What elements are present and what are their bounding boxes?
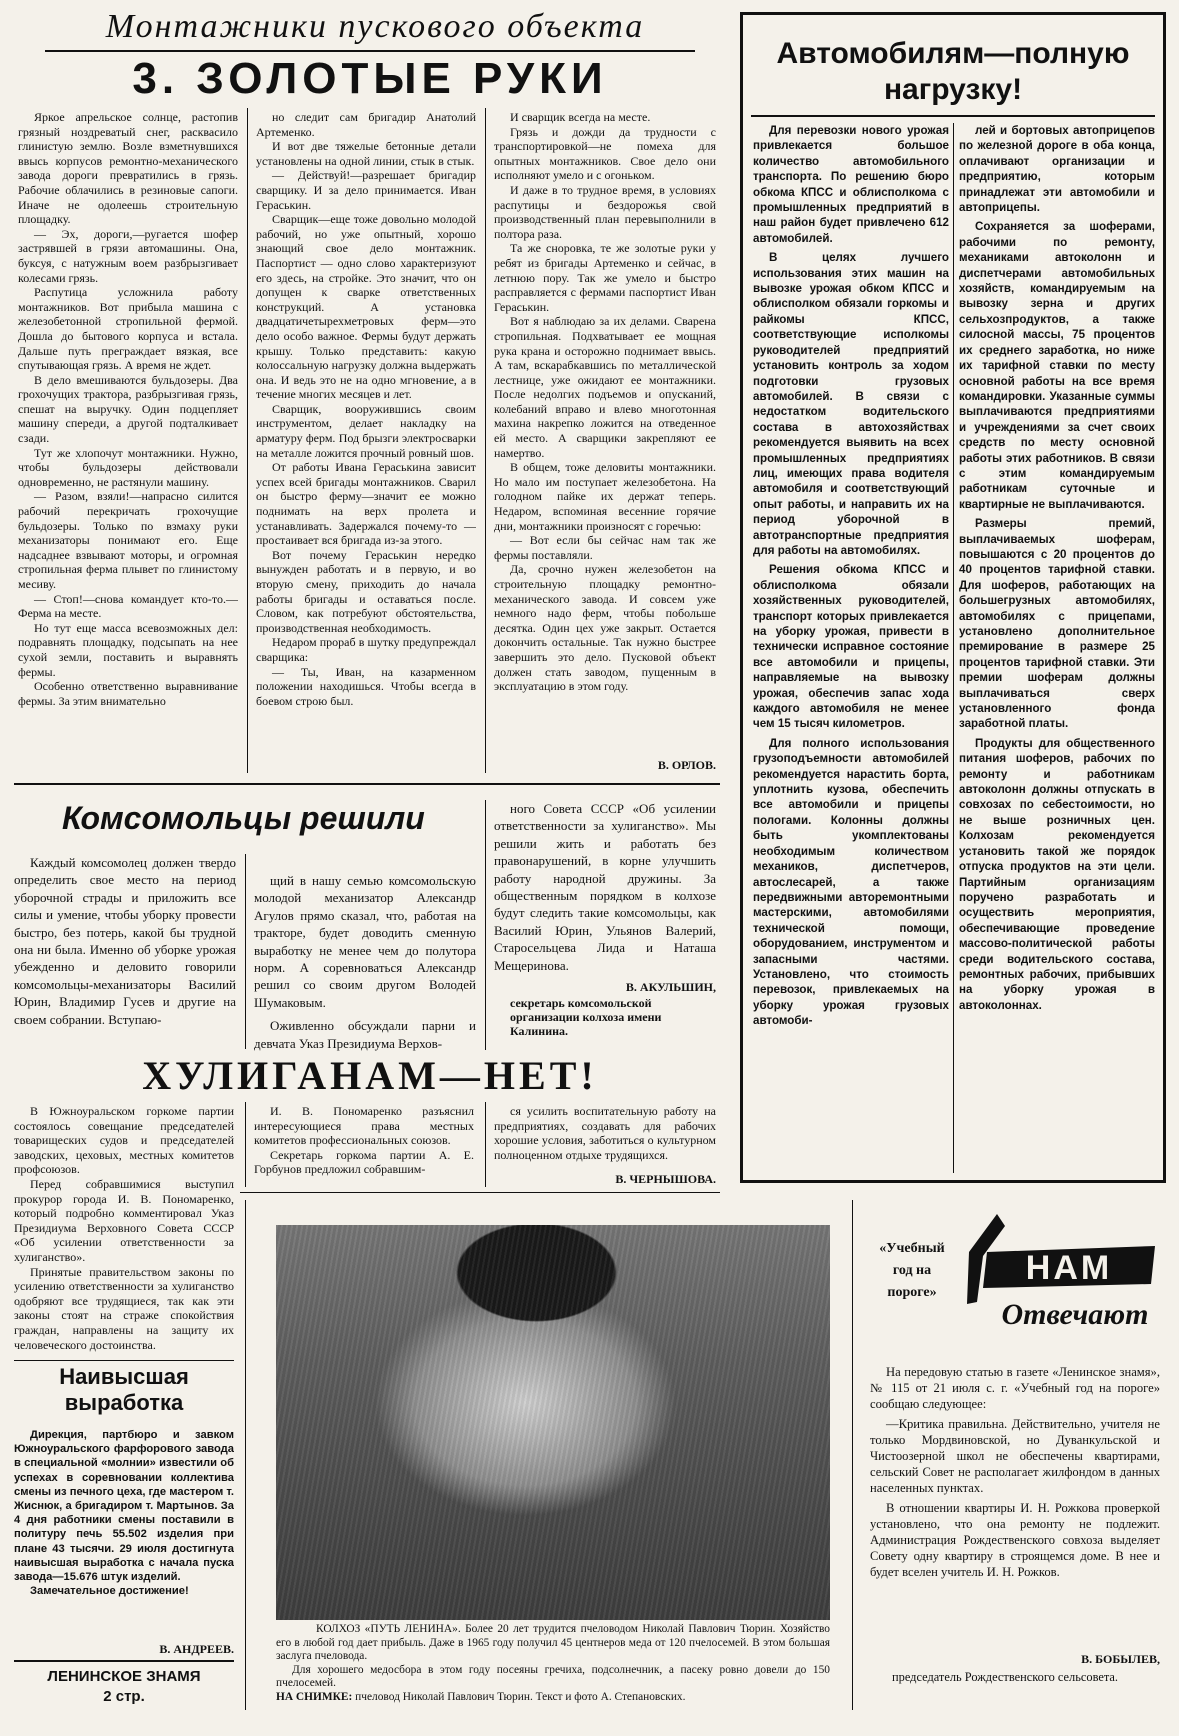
column-rule (485, 800, 486, 1050)
paragraph: Сварщик, вооружившись своим инструментом, делает накладку на арматуру ферм. Под брызги электросварки на металле ложится прочный ровный шов. (256, 401, 476, 460)
komsomol-col-3 (494, 800, 716, 972)
paragraph: Грязь и дожди да трудности с транспортировкой—не помеха для опытных монтажников. Свое дело они исполняют умело и с огоньком. (494, 124, 716, 183)
paragraph: лей и бортовых автоприцепов по железной дороге в оба конца, оплачивают организации и предприятию, которым принадлежат эти автомобили и автоприцепы. (959, 124, 1155, 215)
hooligans-col-1 (14, 1104, 234, 1354)
paragraph: Та же сноровка, те же золотые руки у ребят из бригады Артеменко и сейчас, в летнюю пору. Так же умело и быстро расправляется с фермами паспортист Иван Гераськин. (494, 241, 716, 314)
photo-caption (276, 1623, 830, 1705)
paragraph: На передовую статью в газете «Ленинское знамя», № 115 от 21 июля с. г. «Учебный год на пороге» сообщаю следующее: (870, 1365, 1160, 1411)
auto-title-line1: Автомобилям—полную (776, 37, 1130, 70)
komsomol-col-1 (14, 854, 236, 1054)
auto-title-rule (751, 115, 1155, 117)
auto-col-2 (959, 123, 1155, 1173)
paragraph: Дирекция, партбюро и завком Южноуральского фарфорового завода в специальной «молнии» известили об успехах в соревновании коллектива смены из печного цеха, где мастером т. Жиснюк, а бригадиром т. Мартынов. За 4 дня работники смены поставили в политуру печь 55.502 изделия при плане 43 тысячи. 29 июля достигнута наивысшая выработка с начала пуска завода—15.676 штук изделий. (14, 1429, 234, 1584)
article-title: 3. ЗОЛОТЫЕ РУКИ (132, 54, 608, 103)
paragraph: От работы Ивана Гераськина зависит успех всей бригады монтажников. Сварил он быстро ферму—значит ее можно поднимать на верх пролета и устанавливать. Задержался почему-то — простаивает вся бригада из-за этого. (256, 460, 476, 548)
caption-text: КОЛХОЗ «ПУТЬ ЛЕНИНА». Более 20 лет трудится пчеловодом Николай Павлович Тюрин. Хозяйство его в любой год дает прибыль. Даже в 1965 году получил 45 центнеров меда от 120 пчелосемей. В этом большая заслуга пчеловода. (276, 1623, 830, 1663)
newspaper-name: ЛЕНИНСКОЕ ЗНАМЯ (47, 1668, 201, 1685)
column-rule (245, 1102, 246, 1187)
paragraph: — Вот если бы сейчас нам так же фермы поставляли. (494, 533, 716, 562)
record-title-line2: выработка (64, 1390, 184, 1415)
paragraph: Для перевозки нового урожая привлекается большое количество автомобильного транспорта. По решению бюро обкома КПСС и облисполкома с промышленных предприятий в наш район будет привлечено 612 автомобилей. (753, 124, 949, 245)
montage-col-3 (494, 110, 716, 750)
paragraph: Оживленно обсуждали парни и девчата Указ Президиума Верхов- (254, 1018, 476, 1051)
record-text (14, 1428, 234, 1638)
paragraph: — Эх, дороги,—ругается шофер застрявшей в грязи автомашины. Она, буксуя, с натужным воем разбрызгивает колесами грязь. (18, 226, 238, 285)
paragraph: В Южноуральском горкоме партии состоялось совещание председателей товарищеских судов и председателей заводских, цеховых, местных комитетов профсоюзов. (14, 1104, 234, 1177)
paragraph: — Действуй!—разрешает бригадир сварщику. И за дело принимается. Иван Гераськин. (256, 168, 476, 212)
paragraph: И вот две тяжелые бетонные детали установлены на одной линии, стык в стык. (256, 139, 476, 168)
paragraph: Вот почему Гераськин нередко вынужден работать и в первую, и во вторую смену, приходить до начала работы бригады и оставаться после. Словом, как потребуют обстоятельства, производственная необходимость. (256, 547, 476, 635)
paragraph: Каждый комсомолец должен твердо определить свое место на период уборочной страды и приложить все силы и умение, чтобы уборку провести быстро, без потерь, какой бы трудной она ни была. Именно об уборке урожая убежденно и деловито говорили комсомольцы-механизаторы Василий Юрин, Владимир Гусев и другие на своем собрании. Вступаю- (14, 855, 236, 1027)
paragraph: —Критика правильна. Действительно, учителя не только Мордвиновской, но Дуванкульской и Чистоозерной школ не обеспечены квартирами, сельский Совет не располагает жилфондом в данных населенных пунктах. (870, 1417, 1160, 1495)
paragraph: В общем, тоже деловиты монтажники. Но мало им поступает железобетона. На голодном пайке их держат теперь. Недаром, вспоминая весенние горячие дни, монтажники произносят с горечью: (494, 460, 716, 533)
logo-bottom-text: Отвечают (1001, 1298, 1149, 1331)
reply-logo-art (965, 1212, 1160, 1337)
montage-col-1 (18, 110, 238, 775)
paragraph: В дело вмешиваются бульдозеры. Два грохочущих трактора, разбрызгивая грязь, спешат на выручку. Один подцепляет машину спереди, а другой подталкивает сзади. (18, 372, 238, 446)
komsomol-title: Комсомольцы решили (62, 800, 425, 836)
record-signature: В. АНДРЕЕВ. (159, 1642, 234, 1656)
photo-beekeeper (276, 1225, 830, 1620)
column-rule (247, 108, 248, 773)
rubric-title: Монтажники пускового объекта (105, 8, 645, 45)
quote-line: год на (892, 1263, 932, 1278)
paragraph: В целях лучшего использования этих машин на вывозке урожая обком КПСС и облисполком обязали горкомы и райкомы КПСС, соответствующие исполкомы руководителей предприятий установить контроль за ходом подготовки грузовых автомобилей. В связи с недостатком водительского состава в автохозяйствах рекомендуется выявить на всех промышленных предприятиях лиц, имеющих права водителя автомобиля и соответствующий опыт работы, и направить их на период уборочной в автотранспортные предприятия для работы на автомобилях. (753, 251, 949, 557)
paragraph: — Разом, взяли!—напрасно силится рабочий перекричать грохочущие бульдозеры. Только по взмаху руки механизаторы понимают его. Еще надсаднее взвывают моторы, и огромная стропильная ферма плывет по глинистому месиву. (18, 489, 238, 591)
section-separator (14, 1660, 234, 1662)
hooligans-title: ХУЛИГАНАМ—НЕТ! (142, 1053, 598, 1098)
reply-signature: В. БОБЫЛЕВ, (1081, 1652, 1160, 1666)
reply-logo (965, 1212, 1160, 1337)
paragraph: щий в нашу семью комсомольскую молодой механизатор Александр Агулов прямо сказал, что, работая на тракторе, будет доводить сменную выработку не менее чем до полутора норм. А соревноваться Александр решил со своим другом Володей Шумаковым. (254, 873, 476, 1010)
paragraph: И сварщик всегда на месте. (510, 110, 651, 124)
caption-credit-text: пчеловод Николай Павлович Тюрин. Текст и фото А. Степановских. (355, 1690, 686, 1703)
komsomol-signature-role: секретарь комсомольской организации колхоза имени Калинина. (510, 996, 662, 1038)
paragraph: Но тут еще масса всевозможных дел: подравнять площадку, подсыпать на нее сухой земли, поставить и выравнять фермы. (18, 620, 238, 679)
paragraph: Вот я наблюдаю за их делами. Сварена стропильная. Подхватывает ее мощная рука крана и осторожно поднимает ввысь. А там, вскарабкавшись по металлической лестнице, уже ожидают ее монтажники. После недолгих подъемов и опусканий, колебаний вправо и влево многотонная махина накрепко ложится на отведенное ей место. А сварщики закрепляют ее намертво. (494, 314, 716, 460)
column-rule (485, 1102, 486, 1187)
paragraph: Перед собравшимися выступил прокурор города И. В. Пономаренко, который подробно комментировал Указ Президиума Верховного Совета СССР «Об усилении ответственности за хулиганство». (14, 1176, 234, 1264)
paragraph: Решения обкома КПСС и облисполкома обязали хозяйственных руководителей, транспорт которых привлекается на уборку урожая, привести в технически исправное состояние все автомобили и прицепы, направляемые на вывозку урожая, обеспечив запас хода каждого автомобиля не менее чем 15 тысяч километров. (753, 563, 949, 731)
paragraph: ного Совета СССР «Об усилении ответственности за хулиганство». Мы решили жить и работать без правонарушений, в корне улучшить работу народной дружины. За общественным порядком в колхозе будут следить такие комсомольцы, как Василий Юрин, Ульянов Валерий, Старосельцева Лида и Наташа Мещеринова. (494, 801, 716, 972)
logo-top-text: НАМ (1025, 1249, 1113, 1287)
paragraph: — Ты, Иван, на казарменном положении находишься. Чтобы всегда в боевом строю был. (256, 664, 476, 708)
reply-quote (862, 1238, 962, 1304)
paragraph: Распутица усложнила работу монтажников. Вот прибыла машина с железобетонной стропильной фермой. Дошла до бытового корпуса и встала. Дальше путь преграждает вязкая, все спутывающая грязь. А время не ждет. (18, 285, 238, 373)
hooligans-col-3 (494, 1104, 716, 1168)
hooligans-signature: В. ЧЕРНЫШОВА. (615, 1172, 716, 1186)
paragraph: Недаром прораб в шутку предупреждал сварщика: (256, 635, 476, 664)
caption-text: Для хорошего медосбора в этом году посеяны гречиха, подсолнечник, а пасеку ровно довели до 150 пчелосемей. (276, 1663, 830, 1690)
paragraph: но следит сам бригадир Анатолий Артеменко. (256, 110, 476, 139)
paragraph: Замечательное достижение! (30, 1585, 189, 1598)
paragraph: Принятые правительством законы по усилению ответственности за хулиганство одобряют все трудящиеся, так как эти законы стоят на страже спокойствия граждан, направлены на защиту их человеческого достоинства. (14, 1264, 234, 1352)
column-rule (953, 123, 954, 1173)
paragraph: Размеры премий, выплачиваемых шоферам, повышаются с 20 процентов до 40 процентов тарифной ставки. Для шоферов, работающих на большегрузных автомобилях, автомобилях с прицепами, установлено дополнительное премирование в размере 25 процентов тарифной ставки. Эти премии шоферам должны выплачиваться сверх установленного фонда заработной платы. (959, 517, 1155, 731)
auto-col-1 (753, 123, 949, 1173)
auto-title-line2: нагрузку! (883, 73, 1023, 106)
paragraph: И. В. Пономаренко разъяснил интересующиеся права местных комитетов профессиональных союзов. (254, 1104, 474, 1148)
quote-line: «Учебный (879, 1241, 945, 1256)
komsomol-signature: В. АКУЛЬШИН, (625, 980, 716, 994)
hooligans-col-2 (254, 1104, 474, 1184)
column-rule (485, 108, 486, 773)
section-separator (240, 1192, 720, 1193)
section-separator (14, 783, 720, 785)
column-rule (852, 1200, 853, 1710)
paragraph: — Стоп!—снова командует кто-то.—Ферма на месте. (18, 591, 238, 621)
caption-label: НА СНИМКЕ: (276, 1690, 353, 1703)
paragraph: И даже в то трудное время, в условиях распутицы и бездорожья свой производственный план перевыполнили в полтора раза. (494, 182, 716, 241)
paragraph: Секретарь горкома партии А. Е. Горбунов предложил собравшим- (254, 1147, 474, 1177)
montage-signature: В. ОРЛОВ. (657, 758, 716, 772)
paragraph: Особенно ответственно выравнивание фермы. За этим внимательно (18, 679, 238, 708)
auto-article-box (740, 12, 1166, 1183)
rubric-underline (45, 50, 695, 52)
quote-line: пороге» (887, 1285, 937, 1300)
paragraph: ся усилить воспитательную работу на предприятиях, создавать для рабочих хорошие условия, заботиться о культурном полноценном отдыхе трудящихся. (494, 1104, 716, 1162)
paragraph: Для полного использования грузоподъемности автомобилей рекомендуется нарастить борта, уплотнить кузова, обеспечить все автомобили и прицепы пологами. Колонны должны быть укомплектованы необходимым количеством механиков, диспетчеров, автослесарей, а также передвижными авторемонтными мастерскими, автомобилями технической помощи, оборудованием, инструментом и запасными частями. Установлено, что стоимость перевозок, привлекаемых на уборку урожая грузовых автомоби- (753, 736, 949, 1028)
column-rule (245, 1200, 246, 1710)
paragraph: Продукты для общественного питания шоферов, рабочих по ремонту и работникам автоколонн должны отпускать в совхозах по себестоимости, но не выше розничных цен. Колхозам рекомендуется установить такой же порядок отпуска продуктов на эти цели. Партийным организациям поручено разработать и осуществить мероприятия, обеспечивающие проведение массово-политической работы среди водительского состава, ремонтных рабочих, прибывших на уборку урожая в автоколоннах. (959, 736, 1155, 1012)
section-separator (14, 1360, 234, 1361)
paragraph: Сохраняется за шоферами, рабочими по ремонту, механиками автоколонн и диспетчерами автомобильных хозяйств, командируемым на вывозку зерна и других сельхозпродуктов, а также силосной массы, 75 процентов их среднего заработка, но ниже их тарифной ставки по месту основной работы на все время командировки. Указанные суммы выплачиваются предприятиями и учреждениями за счет своих средств по месту основной работы этих работников. В связи с этим командируемым работникам суточные и квартирные не выплачиваются. (959, 220, 1155, 511)
caption-credit (276, 1691, 830, 1705)
paragraph: В отношении квартиры И. Н. Рожкова проверкой установлено, что она ремонту не подлежит. Администрация Рождественского совхоза выделяет Совету одну квартиру в строящемся доме. В нее и будет вселен учитель И. Н. Рожков. (870, 1501, 1160, 1579)
page-number: 2 стр. (103, 1688, 145, 1705)
record-title-line1: Наивысшая (59, 1364, 189, 1389)
montage-col-2 (256, 110, 476, 775)
paragraph: Яркое апрельское солнце, растопив грязный ноздреватый снег, расквасило глинистую землю. Возле взметнувшихся ввысь корпусов ремонтно-механического завода дороги превратились в грязь. Рабочие облачились в резиновые сапоги. Иначе не одолеешь строительную площадку. (18, 110, 238, 227)
reply-text (870, 1364, 1160, 1644)
paragraph: Да, срочно нужен железобетон на строительную площадку ремонтно-механического завода. И совсем уже немного надо ферм, чтобы побольше десятка. Один цех уже закрыт. Остается докончить остальные. Так нужно быстрее завершить это дело. Пусковой объект должен стать заводом, пущенным в эксплуатацию в этом году. (494, 562, 716, 694)
komsomol-col-2 (254, 872, 476, 1054)
paragraph: Сварщик—еще тоже довольно молодой рабочий, но уже опытный, хорошо знающий свое дело монтажник. Паспортист — одно слово характеризуют его здесь, на стройке. Это значит, что он допущен к сварке ответственных конструкций. А установка двадцатичетырехметровых ферм—это дело особо важное. Фермы будут держать крышу. Только представить: какую колоссальную нагрузку должна выдержать она. И ведь это не на одно мгновение, а в течение многих месяцев и лет. (256, 212, 476, 402)
paragraph: Тут же хлопочут монтажники. Нужно, чтобы бульдозеры действовали одновременно, не растянули машину. (18, 445, 238, 489)
reply-signature-role: председатель Рождественского сельсовета. (892, 1670, 1119, 1684)
column-rule (245, 854, 246, 1049)
